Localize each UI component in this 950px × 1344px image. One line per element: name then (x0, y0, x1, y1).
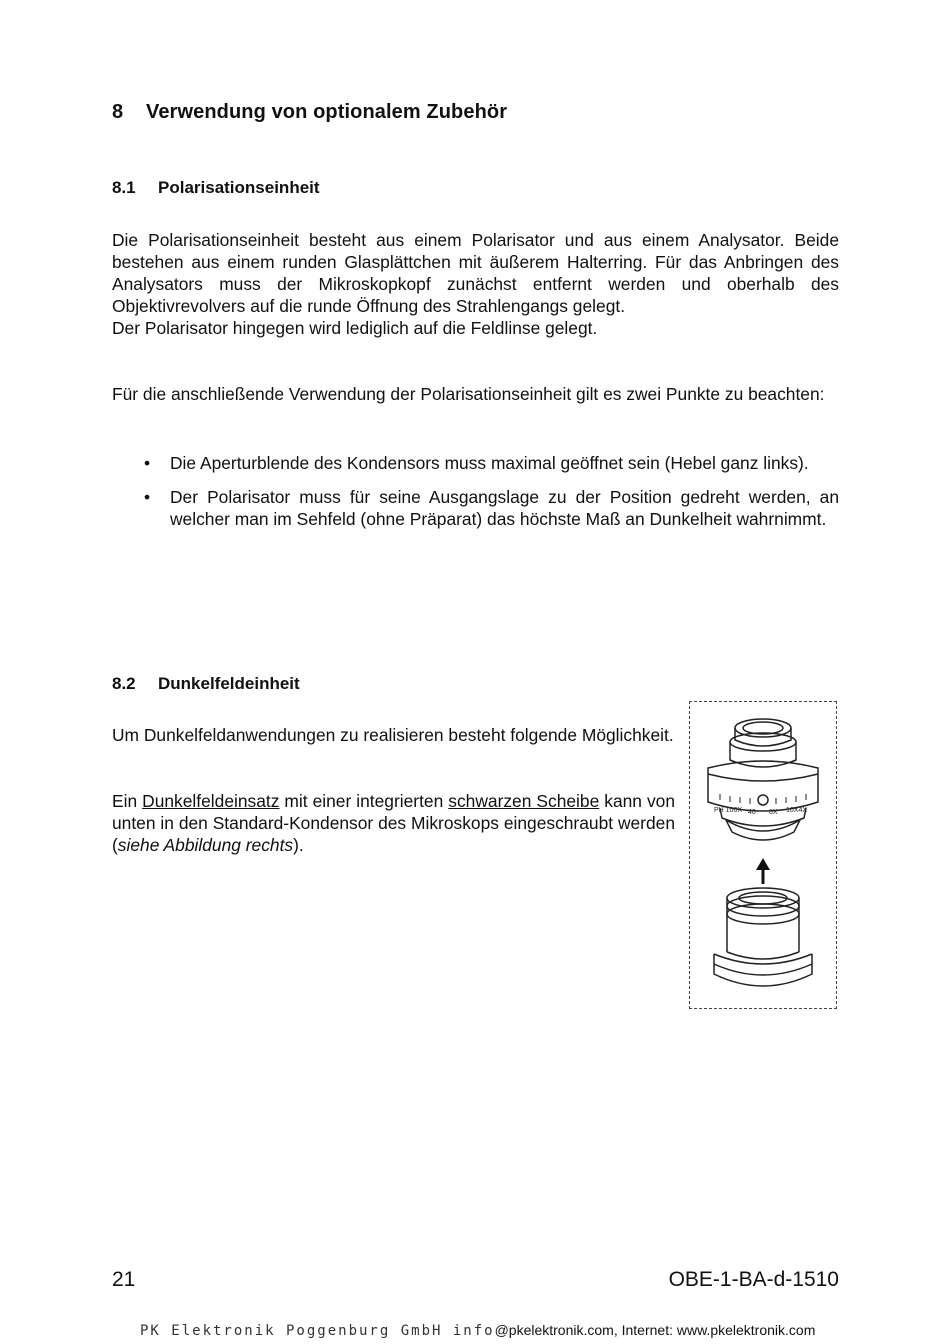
contact-garbled-text: PK Elektronik Poggenburg GmbH info (140, 1323, 495, 1339)
polarisation-intro: Für die anschließende Verwendung der Polarisationseinheit gilt es zwei Punkte zu beachten: (112, 384, 825, 404)
darkfield-figure (689, 701, 837, 1009)
figure-reference: siehe Abbildung rechts (117, 835, 294, 855)
section-number: 8.2 (112, 674, 136, 693)
chapter-number: 8 (112, 101, 124, 123)
underlined-term-darkfield-insert: Dunkelfeldeinsatz (142, 791, 280, 811)
condenser-illustration (690, 702, 836, 1008)
page-number: 21 (112, 1268, 136, 1291)
section-number: 8.1 (112, 178, 136, 197)
darkfield-intro: Um Dunkelfeldanwendungen zu realisieren besteht folgende Möglichkeit. (112, 725, 674, 745)
contact-line (140, 1322, 815, 1339)
underlined-term-black-disc: schwarzen Scheibe (448, 791, 600, 811)
polarisation-text-2: Der Polarisator hingegen wird lediglich auf die Feldlinse gelegt. (112, 318, 598, 338)
scale-label: PH 100X (714, 807, 743, 814)
list-item-text: Die Aperturblende des Kondensors muss maximal geöffnet sein (Hebel ganz links). (170, 453, 809, 473)
text-run: kann von unten in den Standard-Kondensor des Mikroskops eingeschraubt werden ( (112, 791, 675, 855)
list-item (112, 486, 839, 530)
bullet-icon: • (144, 487, 151, 507)
polarisation-bullet-list (112, 452, 839, 542)
section-heading-polarisation (112, 178, 320, 198)
section-heading-darkfield (112, 674, 300, 694)
chapter-title: Verwendung von optionalem Zubehör (146, 101, 508, 123)
text-run: Ein (112, 791, 143, 811)
text-run: mit einer integrierten (279, 791, 449, 811)
chapter-heading (112, 101, 507, 124)
list-item (112, 452, 839, 474)
darkfield-paragraph (112, 790, 675, 856)
section-title: Polarisationseinheit (158, 178, 320, 197)
arrow-up-icon (756, 858, 770, 884)
text-run: ). (293, 835, 304, 855)
polarisation-text: Die Polarisationseinheit besteht aus einem Polarisator und aus einem Analysator. Beide bestehen aus einem runden Glasplättchen mit äußerem Halterring. Für das Anbringen des Analysators muss der Mikroskopkopf zunächst entfernt werden und oberhalb des Objektivrevolvers auf die runde Öffnung des Strahlengangs gelegt. (112, 230, 839, 316)
scale-label: 10X4X (786, 807, 808, 814)
list-item-text: Der Polarisator muss für seine Ausgangslage zu der Position gedreht werden, an welcher man im Sehfeld (ohne Präparat) das höchste Maß an Dunkelheit wahrnimmt. (170, 487, 839, 529)
scale-label: 0X (769, 809, 778, 816)
document-id: OBE-1-BA-d-1510 (668, 1268, 839, 1291)
section-title: Dunkelfeldeinheit (158, 674, 300, 693)
polarisation-paragraph (112, 229, 839, 339)
scale-label: 40 (748, 809, 756, 816)
bullet-icon: • (144, 453, 151, 473)
contact-email-web: @pkelektronik.com, Internet: www.pkelektronik.com (494, 1322, 816, 1338)
